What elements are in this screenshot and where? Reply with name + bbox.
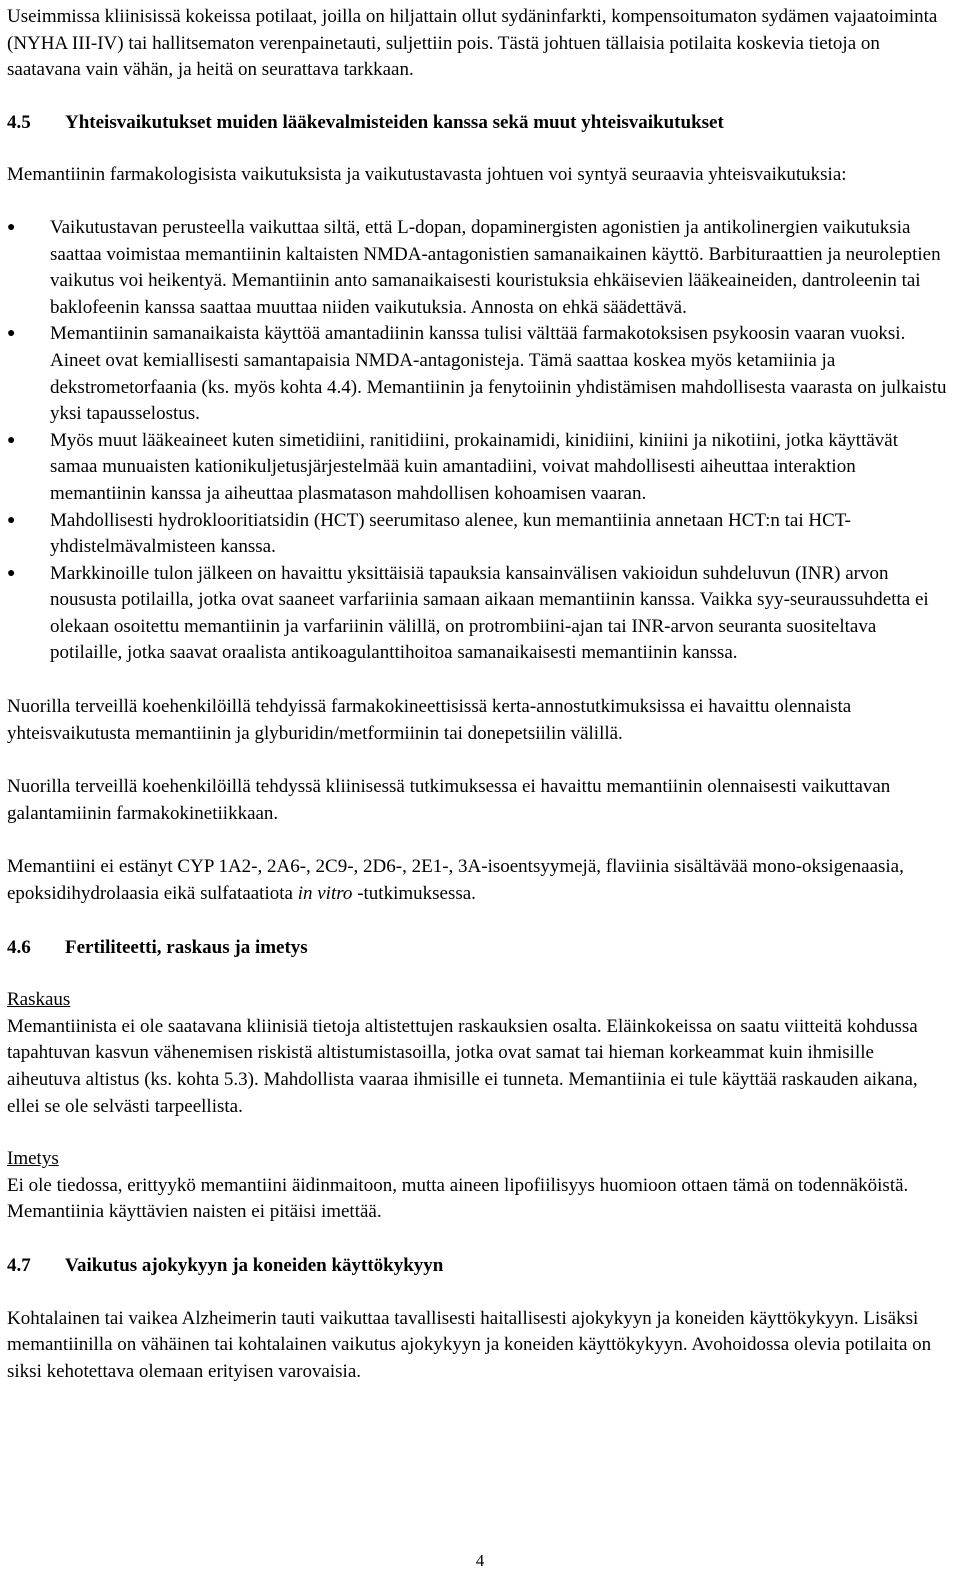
- bullet-icon: ●: [7, 512, 16, 528]
- document-page: [7, 4, 947, 1385]
- cyp-text: Memantiini ei estänyt CYP 1A2-, 2A6-, 2C9-, 2D6-, 2E1-, 3A-isoentsyymejä, flaviinia sisältävää mono-oksigenaasia, epoksidihydrolaasia eikä sulfataatiota: [7, 856, 904, 905]
- lactation-subheading: Imetys: [7, 1148, 59, 1170]
- interaction-bullet-list: [7, 215, 947, 667]
- section-heading-4-5: [7, 110, 947, 137]
- section-title: Fertiliteetti, raskaus ja imetys: [65, 936, 308, 958]
- section-title: Vaikutus ajokykyyn ja koneiden käyttökykyyn: [65, 1254, 444, 1276]
- cyp-paragraph: [7, 854, 947, 907]
- list-item: [7, 561, 947, 667]
- bullet-icon: ●: [7, 326, 16, 342]
- pregnancy-subheading: Raskaus: [7, 989, 71, 1011]
- page-number: 4: [475, 1551, 485, 1570]
- list-item-text: Myös muut lääkeaineet kuten simetidiini, ranitidiini, prokainamidi, kinidiini, kiniini ja nikotiini, jotka käyttävät samaa munuaisten kationikuljetusjärjestelmää kuin amantadiini, voivat mahdollisesti aiheuttaa interaktion memantiinin kanssa ja aiheuttaa plasmatason mahdollisen kohoamisen vaaran.: [50, 429, 899, 504]
- bullet-icon: ●: [7, 219, 16, 235]
- bullet-icon: ●: [7, 565, 16, 581]
- list-item: [7, 508, 947, 561]
- list-item-text: Memantiinin samanaikaista käyttöä amantadiinin kanssa tulisi välttää farmakotoksisen psykoosin vaaran vuoksi. Aineet ovat kemiallisesti samantapaisia NMDA-antagonisteja. Tämä saattaa koskea myös ketamiinia ja dekstrometorfaania (ks. myös kohta 4.4). Memantiinin ja fenytoiinin yhdistämisen mahdollisesta vaarasta on julkaistu yksi tapausselostus.: [50, 323, 947, 425]
- cyp-text-end: -tutkimuksessa.: [352, 883, 476, 905]
- pregnancy-paragraph: Memantiinista ei ole saatavana kliinisiä tietoja altistettujen raskauksien osalta. Eläinkokeissa on saatu viitteitä kohdussa tapahtuvan kasvun vähenemisen riskistä altistumistasoilla, jotka ovat samat tai hieman korkeammat kuin ihmisille aiheutuva altistus (ks. kohta 5.3). Mahdollista vaaraa ihmisille ei tunneta. Memantiinia ei tule käyttää raskauden aikana, ellei se ole selvästi tarpeellista.: [7, 1015, 918, 1117]
- driving-paragraph: Kohtalainen tai vaikea Alzheimerin tauti vaikuttaa tavallisesti haitallisesti ajokykyyn ja koneiden käyttökykyyn. Lisäksi memantiinilla on vähäinen tai kohtalainen vaikutus ajokykyyn ja koneiden käyttökykyyn. Avohoidossa olevia potilaita on siksi kehotettava olemaan erityisen varovaisia.: [7, 1307, 932, 1382]
- list-item: [7, 321, 947, 427]
- in-vitro-italic: in vitro: [297, 883, 353, 905]
- list-item: [7, 428, 947, 508]
- bullet-icon: ●: [7, 432, 16, 448]
- lactation-paragraph: Ei ole tiedossa, erittyykö memantiini äidinmaitoon, mutta aineen lipofiilisyys huomioon ottaen tämä on todennäköistä. Memantiinia käyttävien naisten ei pitäisi imettää.: [7, 1174, 909, 1223]
- glyburide-paragraph: Nuorilla terveillä koehenkilöillä tehdyissä farmakokineettisissä kerta-annostutkimuksissa ei havaittu olennaista yhteisvaikutusta memantiinin ja glyburidin/metformiinin tai donepetsiilin välillä.: [7, 696, 852, 744]
- section-number: 4.6: [7, 936, 31, 958]
- section-number: 4.5: [7, 111, 31, 133]
- section-number: 4.7: [7, 1254, 31, 1276]
- section-title: Yhteisvaikutukset muiden lääkevalmisteiden kanssa sekä muut yhteisvaikutukset: [65, 111, 724, 133]
- intro-paragraph: Useimmissa kliinisissä kokeissa potilaat, joilla on hiljattain ollut sydäninfarkti, kompensoitumaton sydämen vajaatoiminta (NYHA III-IV) tai hallitsematon verenpainetauti, suljettiin pois. Tästä johtuen tällaisia potilaita koskevia tietoja on saatavana vain vähän, ja heitä on seurattava tarkkaan.: [7, 6, 938, 81]
- list-item-text: Mahdollisesti hydroklooritiatsidin (HCT) seerumitaso alenee, kun memantiinia annetaan HCT:n tai HCT-yhdistelmävalmisteen kanssa.: [50, 509, 851, 558]
- list-item-text: Vaikutustavan perusteella vaikuttaa siltä, että L-dopan, dopaminergisten agonistien ja antikolinergien vaikutuksia saattaa voimistaa memantiinin kaltaisten NMDA-antagonistien samanaikainen käyttö. Barbituraattien ja neuroleptien vaikutus voi heikentyä. Memantiinin anto samanaikaisesti kouristuksia ehkäisevien lääkeaineiden, dantroleenin tai baklofeenin kanssa saattaa muuttaa niiden vaikutuksia. Annosta on ehkä säädettävä.: [50, 216, 941, 318]
- galantamine-paragraph: Nuorilla terveillä koehenkilöillä tehdyssä kliinisessä tutkimuksessa ei havaittu memantiinin olennaisesti vaikuttavan galantamiinin farmakokinetiikkaan.: [7, 776, 891, 824]
- section-heading-4-7: [7, 1253, 947, 1280]
- list-item-text: Markkinoille tulon jälkeen on havaittu yksittäisiä tapauksia kansainvälisen vakioidun suhdeluvun (INR) arvon noususta potilailla, jotka ovat saaneet varfariinia samaan aikaan memantiinin kanssa. Vaikka syy-seuraussuhdetta ei olekaan osoitettu memantiinin ja varfariinin välillä, on protrombiini-ajan tai INR-arvon seuranta suositeltava potilaille, jotka saavat oraalista antikoagulanttihoitoa samanaikaisesti memantiinin kanssa.: [50, 562, 929, 664]
- list-item: [7, 215, 947, 321]
- interactions-lead: Memantiinin farmakologisista vaikutuksista ja vaikutustavasta johtuen voi syntyä seuraavia yhteisvaikutuksia:: [7, 164, 847, 186]
- section-heading-4-6: [7, 935, 947, 962]
